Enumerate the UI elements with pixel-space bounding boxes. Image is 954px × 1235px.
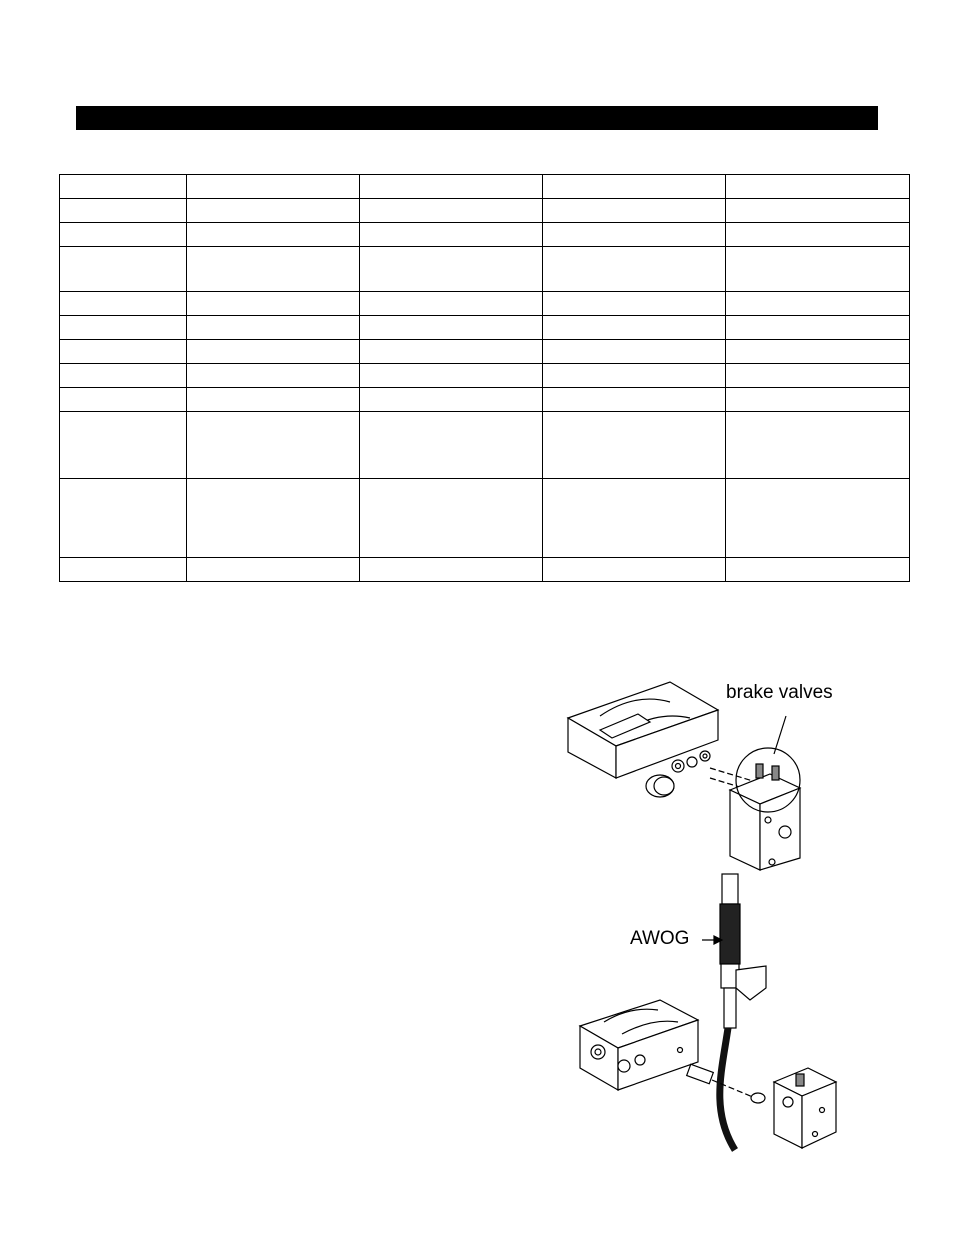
table-cell <box>360 388 543 412</box>
brake-valves-leader <box>774 716 786 754</box>
table-cell <box>360 223 543 247</box>
table-row <box>60 364 910 388</box>
table-cell <box>360 412 543 479</box>
assembly-drawing <box>560 670 850 1160</box>
table-cell <box>60 247 187 292</box>
section-header-bar <box>76 106 878 130</box>
table-cell <box>60 175 187 199</box>
brake-valve-figure <box>560 670 850 1160</box>
table-cell <box>726 247 910 292</box>
table-cell <box>543 175 726 199</box>
table-cell <box>60 479 187 558</box>
table-cell <box>726 412 910 479</box>
table-cell <box>726 388 910 412</box>
table-cell <box>543 412 726 479</box>
table-cell <box>360 340 543 364</box>
table-cell <box>360 292 543 316</box>
table-cell <box>187 364 360 388</box>
table-cell <box>60 388 187 412</box>
specification-table <box>59 174 910 582</box>
table-row <box>60 558 910 582</box>
table-cell <box>60 223 187 247</box>
table-row <box>60 340 910 364</box>
table-cell <box>543 364 726 388</box>
table-row <box>60 412 910 479</box>
table-cell <box>360 558 543 582</box>
table-cell <box>360 175 543 199</box>
table-row <box>60 199 910 223</box>
table-cell <box>543 479 726 558</box>
table-cell <box>60 292 187 316</box>
brake-valves-label: brake valves <box>726 682 833 703</box>
table-row <box>60 316 910 340</box>
table-cell <box>726 175 910 199</box>
table-cell <box>360 247 543 292</box>
table-cell <box>187 388 360 412</box>
table-cell <box>543 316 726 340</box>
table-cell <box>543 247 726 292</box>
table-cell <box>543 340 726 364</box>
table-cell <box>360 479 543 558</box>
table-cell <box>187 412 360 479</box>
table-cell <box>726 340 910 364</box>
table-cell <box>187 292 360 316</box>
table-cell <box>726 364 910 388</box>
table-cell <box>187 316 360 340</box>
table-cell <box>726 223 910 247</box>
table-cell <box>187 340 360 364</box>
table-row <box>60 479 910 558</box>
table-cell <box>360 316 543 340</box>
table-cell <box>187 479 360 558</box>
table-cell <box>60 316 187 340</box>
table-cell <box>543 292 726 316</box>
table-cell <box>726 199 910 223</box>
table-cell <box>187 558 360 582</box>
table-cell <box>60 558 187 582</box>
table-row <box>60 292 910 316</box>
table-cell <box>360 199 543 223</box>
table-row <box>60 247 910 292</box>
table-cell <box>543 199 726 223</box>
table-cell <box>60 199 187 223</box>
table-row <box>60 175 910 199</box>
table-cell <box>60 412 187 479</box>
table-cell <box>726 479 910 558</box>
table-cell <box>187 223 360 247</box>
table-cell <box>726 316 910 340</box>
table-cell <box>187 175 360 199</box>
awog-label: AWOG <box>630 928 690 949</box>
hose-body <box>720 904 740 964</box>
table-row <box>60 223 910 247</box>
table-cell <box>543 388 726 412</box>
table-cell <box>187 247 360 292</box>
table-cell <box>60 340 187 364</box>
table-cell <box>60 364 187 388</box>
table-cell <box>543 223 726 247</box>
table-cell <box>726 292 910 316</box>
table-cell <box>543 558 726 582</box>
table-cell <box>360 364 543 388</box>
table-row <box>60 388 910 412</box>
hose-fitting-top <box>722 874 738 904</box>
table-cell <box>726 558 910 582</box>
table-cell <box>187 199 360 223</box>
